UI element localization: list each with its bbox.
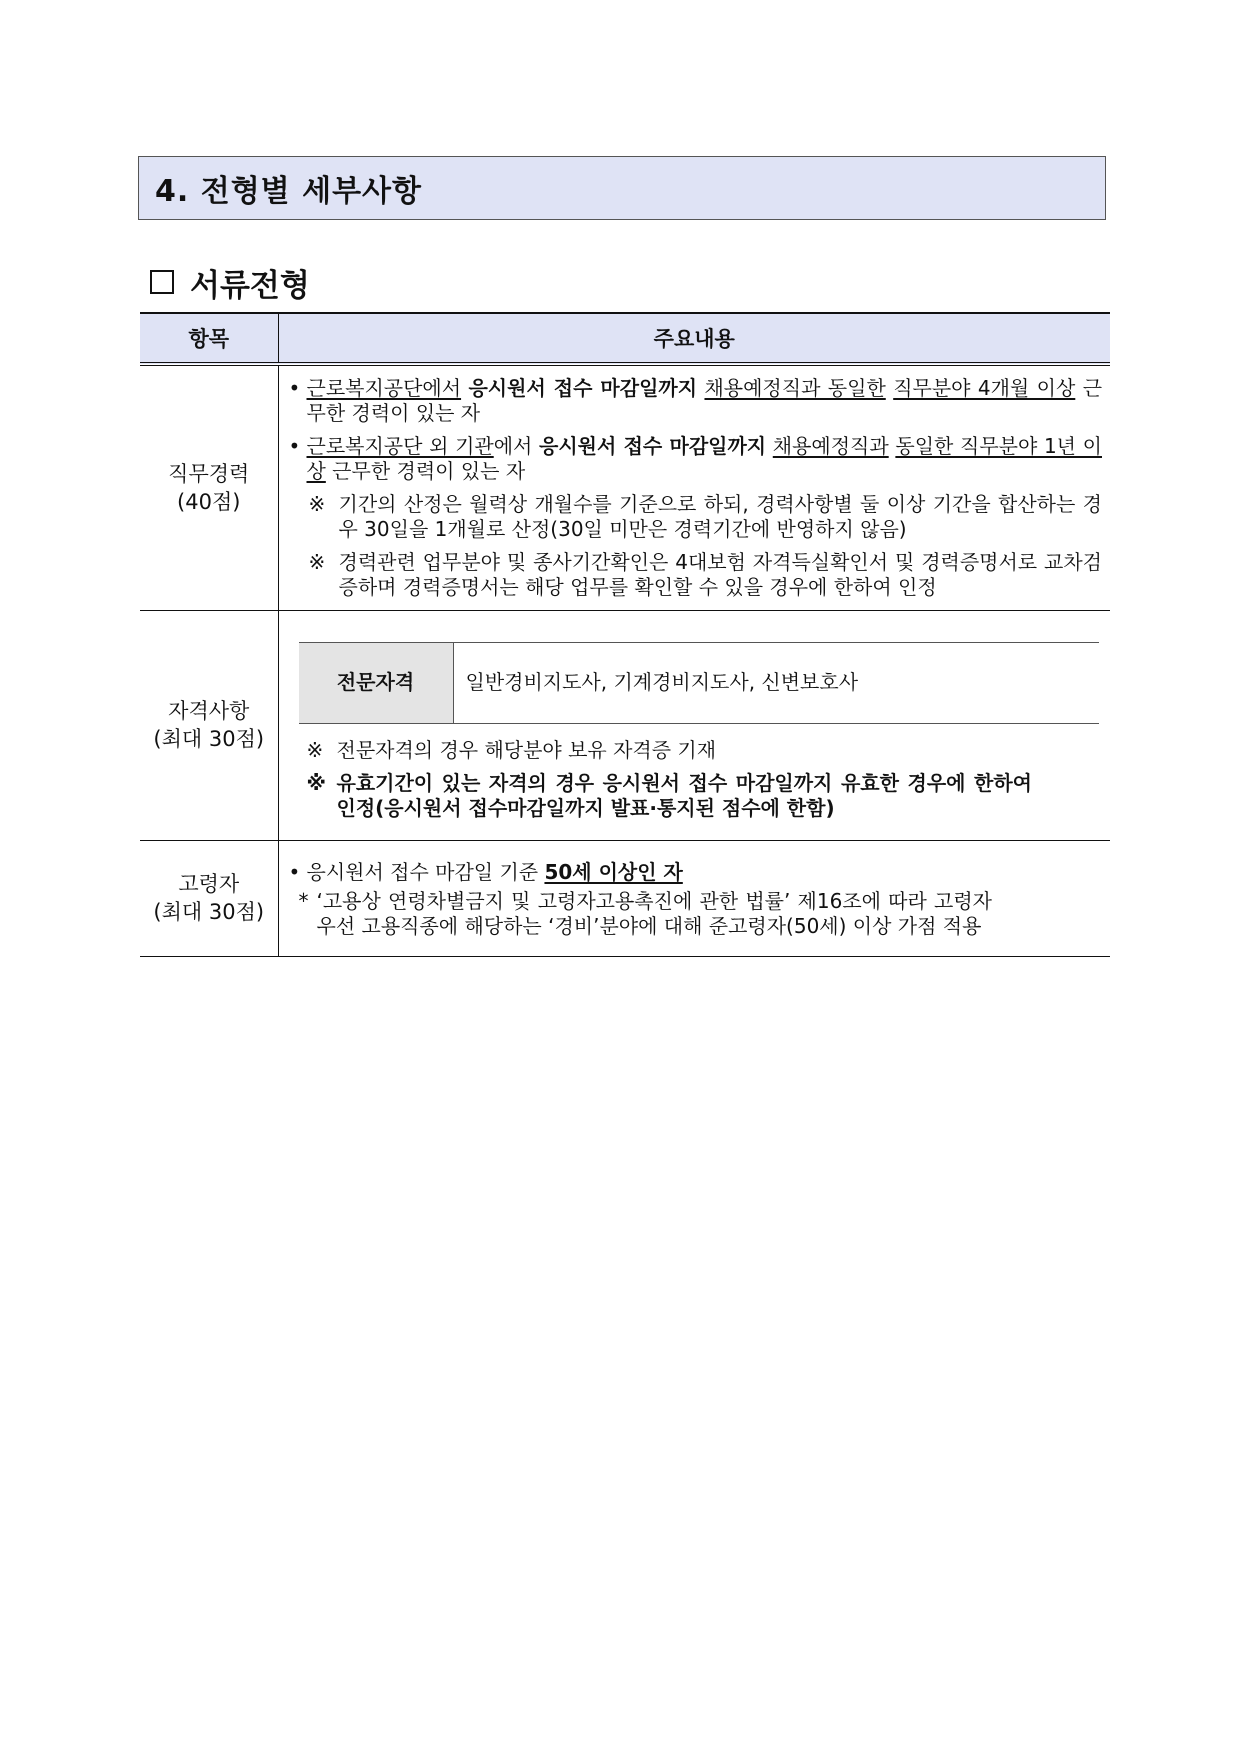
item-qualification	[140, 610, 278, 840]
checkbox-square-icon	[150, 270, 174, 294]
note-mark-icon: *	[298, 888, 309, 913]
content-elderly	[278, 840, 1110, 956]
row-qualification	[140, 610, 1110, 840]
text-span: 응시원서 접수 마감일 기준	[306, 859, 545, 884]
note-item	[299, 889, 993, 939]
item-career-label: 직무경력	[168, 461, 250, 486]
item-qualification-score: (최대 30점)	[153, 727, 265, 751]
inner-value: 일반경비지도사, 기계경비지도사, 신변보호사	[453, 642, 1099, 723]
note-item	[307, 738, 1103, 763]
item-qualification-label: 자격사항	[168, 699, 250, 723]
bullet-icon: •	[288, 859, 301, 884]
text-span: 근로복지공단 외 기관	[306, 433, 494, 458]
subsection-title: 서류전형	[190, 267, 310, 304]
note-text: 경력관련 업무분야 및 종사기간확인은 4대보험 자격득실확인서 및 경력증명서로 교차검증하며 경력증명서는 해당 업무를 확인할 수 있을 경우에 한하여 인정	[338, 549, 1102, 599]
text-span: 응시원서 접수 마감일까지	[539, 433, 767, 458]
table-header-row	[140, 313, 1110, 364]
note-text: 유효기간이 있는 자격의 경우 응시원서 접수 마감일까지 유효한 경우에 한하여 인정(응시원서 접수마감일까지 발표·통지된 점수에 한함)	[336, 770, 1032, 820]
content-career	[278, 364, 1110, 610]
header-item: 항목	[140, 313, 278, 364]
text-span: 근무한 경력이 있는 자	[325, 458, 526, 483]
subsection-heading	[150, 262, 310, 302]
note-text: 전문자격의 경우 해당분야 보유 자격증 기재	[336, 737, 717, 762]
text-span: 50세 이상인 자	[544, 859, 683, 884]
text-span: 직무분야 4개월 이상	[893, 375, 1076, 400]
text-span: 동일한 직무분야 1년 이상	[306, 433, 1102, 483]
item-elderly-score: (최대 30점)	[153, 900, 265, 924]
text-span: 채용예정직과 동일한	[704, 375, 886, 400]
text-span: 응시원서 접수 마감일까지	[468, 375, 698, 400]
row-career	[140, 364, 1110, 610]
inner-label: 전문자격	[299, 642, 454, 723]
qualification-inner-table	[299, 642, 1099, 724]
text-span	[766, 434, 773, 458]
item-elderly-label: 고령자	[178, 872, 240, 896]
note-mark-icon: ※	[308, 549, 326, 574]
content-qualification	[278, 610, 1110, 840]
note-item	[309, 550, 1103, 600]
table-row	[299, 642, 1099, 723]
text-span: 근무한 경력이 있는 자	[306, 375, 1103, 425]
document-screening-table	[140, 312, 1110, 957]
row-elderly	[140, 840, 1110, 956]
note-mark-icon: ※	[306, 737, 324, 762]
note-item	[307, 771, 1033, 821]
header-content: 주요내용	[278, 313, 1110, 364]
item-career-score: (40점)	[177, 489, 241, 514]
note-item	[309, 492, 1103, 542]
note-text: 기간의 산정은 월력상 개월수를 기준으로 하되, 경력사항별 둘 이상 기간을 합산하는 경우 30일을 1개월로 산정(30일 미만은 경력기간에 반영하지 않음)	[338, 491, 1102, 541]
note-text: ‘고용상 연령차별금지 및 고령자고용촉진에 관한 법률’ 제16조에 따라 고령자 우선 고용직종에 해당하는 ‘경비’분야에 대해 준고령자(50세) 이상 가점 적용	[316, 888, 992, 938]
note-mark-icon: ※	[308, 491, 326, 516]
bullet-icon: •	[288, 433, 301, 458]
text-span: 근로복지공단에서	[306, 375, 462, 400]
list-item	[289, 434, 1103, 484]
item-career	[140, 364, 278, 610]
text-span: 에서	[493, 433, 540, 458]
note-mark-icon: ※	[306, 770, 326, 795]
list-item	[289, 860, 1103, 885]
bullet-icon: •	[288, 375, 301, 400]
list-item	[289, 376, 1103, 426]
text-span: 채용예정직과	[772, 433, 889, 458]
item-elderly	[140, 840, 278, 956]
section-title: 4. 전형별 세부사항	[138, 156, 1106, 220]
